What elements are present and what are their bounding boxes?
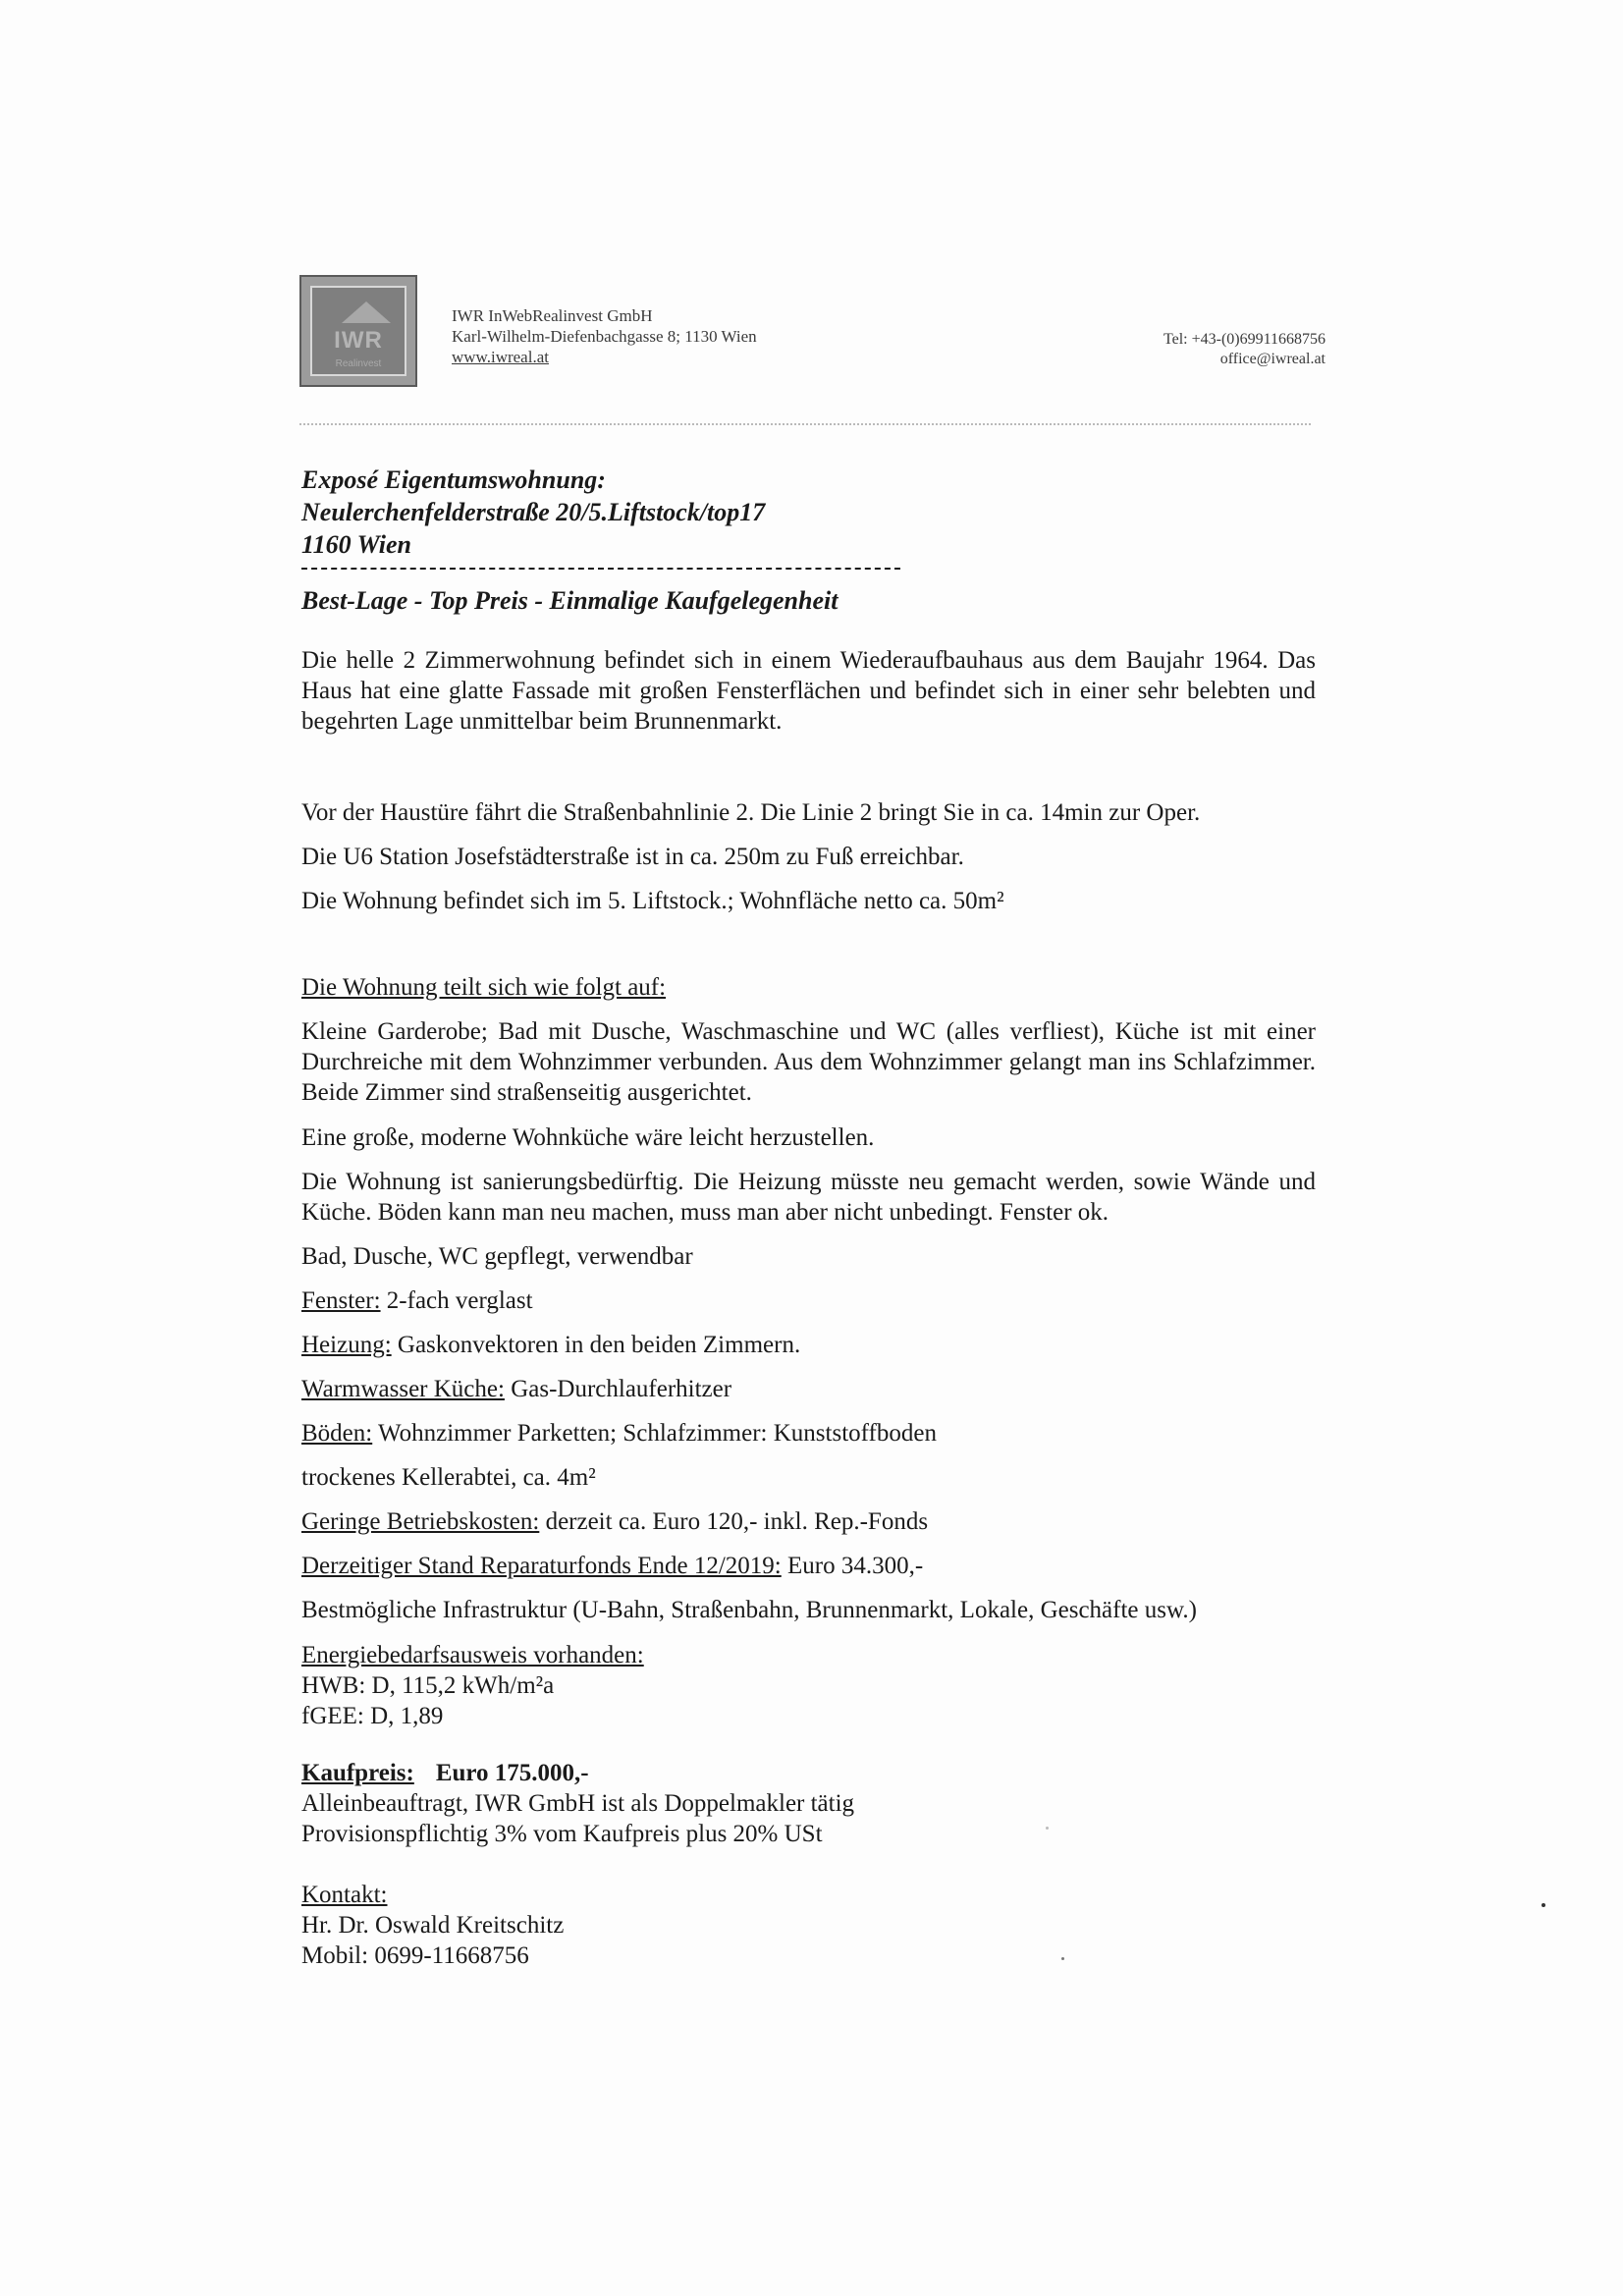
contact-name: Hr. Dr. Oswald Kreitschitz (301, 1912, 565, 1939)
company-block (452, 305, 757, 367)
betrieb-value: derzeit ca. Euro 120,- inkl. Rep.-Fonds (539, 1508, 929, 1535)
expose-title (301, 464, 765, 561)
tagline: Best-Lage - Top Preis - Einmalige Kaufgelegenheit (301, 586, 839, 615)
intro-paragraph: Die helle 2 Zimmerwohnung befindet sich in einem Wiederaufbauhaus aus dem Baujahr 1964. Das Haus hat eine glatte Fassade mit großen Fensterflächen und befindet sich in einer sehr belebten und begehrten Lage unmittelbar beim Brunnenmarkt. (301, 647, 1316, 735)
energy-block (301, 1640, 1316, 1731)
company-name: IWR InWebRealinvest GmbH (452, 306, 653, 325)
house-roof-icon (342, 301, 391, 323)
fonds-value: Euro 34.300,- (781, 1553, 924, 1579)
company-website-link[interactable]: www.iwreal.at (452, 348, 549, 366)
contact-heading: Kontakt: (301, 1882, 388, 1908)
logo-frame (310, 286, 406, 376)
company-address: Karl-Wilhelm-Diefenbachgasse 8; 1130 Wien (452, 327, 757, 346)
detail-warmwasser (301, 1374, 1316, 1404)
price-line (301, 1758, 1316, 1788)
logo-subtext: Realinvest (335, 358, 382, 369)
title-divider (301, 568, 900, 570)
fonds-label: Derzeitiger Stand Reparaturfonds Ende 12/2019: (301, 1553, 782, 1579)
heizung-label: Heizung: (301, 1332, 392, 1358)
energy-hwb: HWB: D, 115,2 kWh/m²a (301, 1672, 555, 1699)
energy-fgee: fGEE: D, 1,89 (301, 1703, 444, 1729)
company-email[interactable]: office@iwreal.at (1219, 351, 1325, 367)
bath-note: Bad, Dusche, WC gepflegt, verwendbar (301, 1243, 693, 1270)
layout-heading: Die Wohnung teilt sich wie folgt auf: (301, 974, 667, 1001)
price-value: Euro 175.000,- (435, 1760, 589, 1786)
company-logo (299, 275, 417, 387)
location-line-1: Vor der Haustüre fährt die Straßenbahnlinie 2. Die Linie 2 bringt Sie in ca. 14min zur Oper. (301, 799, 1201, 826)
header-divider (299, 423, 1311, 425)
scan-speck (1046, 1827, 1049, 1830)
contact-block (301, 1880, 1316, 1971)
title-line-1: Exposé Eigentumswohnung: (301, 465, 606, 494)
price-block (301, 1758, 1316, 1849)
detail-keller: trockenes Kellerabtei, ca. 4m² (301, 1464, 596, 1491)
price-note-1: Alleinbeauftragt, IWR GmbH ist als Doppelmakler tätig (301, 1790, 855, 1817)
detail-reparaturfonds (301, 1551, 1316, 1581)
contact-mobile[interactable]: Mobil: 0699-11668756 (301, 1942, 529, 1969)
scan-speck (1061, 1957, 1064, 1960)
title-line-2: Neulerchenfelderstraße 20/5.Liftstock/top17 (301, 498, 766, 526)
boeden-value: Wohnzimmer Parketten; Schlafzimmer: Kunststoffboden (372, 1420, 937, 1447)
condition-paragraph: Die Wohnung ist sanierungsbedürftig. Die Heizung müsste neu gemacht werden, sowie Wände und Küche. Böden kann man neu machen, muss man aber nicht unbedingt. Fenster ok. (301, 1169, 1316, 1226)
location-line-3: Die Wohnung befindet sich im 5. Liftstock.; Wohnfläche netto ca. 50m² (301, 888, 1004, 914)
logo-text: IWR (334, 327, 383, 354)
company-contact (1041, 330, 1325, 369)
detail-heizung (301, 1330, 1316, 1360)
detail-infrastruktur: Bestmögliche Infrastruktur (U-Bahn, Straßenbahn, Brunnenmarkt, Lokale, Geschäfte usw.) (301, 1597, 1197, 1623)
warmwasser-value: Gas-Durchlauferhitzer (504, 1376, 732, 1402)
boeden-label: Böden: (301, 1420, 373, 1447)
heizung-value: Gaskonvektoren in den beiden Zimmern. (391, 1332, 801, 1358)
price-label: Kaufpreis: (301, 1760, 414, 1786)
fenster-value: 2-fach verglast (380, 1287, 533, 1314)
title-line-3: 1160 Wien (301, 530, 411, 559)
detail-boeden (301, 1418, 1316, 1449)
scan-speck (1542, 1903, 1545, 1907)
detail-fenster (301, 1285, 1316, 1316)
company-phone: Tel: +43-(0)69911668756 (1163, 331, 1325, 348)
fenster-label: Fenster: (301, 1287, 381, 1314)
location-line-2: Die U6 Station Josefstädterstraße ist in ca. 250m zu Fuß erreichbar. (301, 844, 964, 870)
warmwasser-label: Warmwasser Küche: (301, 1376, 505, 1402)
layout-paragraph: Kleine Garderobe; Bad mit Dusche, Waschmaschine und WC (alles verfliest), Küche ist mit einer Durchreiche mit dem Wohnzimmer verbunden. Aus dem Wohnzimmer gelangt man ins Schlafzimmer. Beide Zimmer sind straßenseitig ausgerichtet. (301, 1018, 1316, 1106)
energy-heading: Energiebedarfsausweis vorhanden: (301, 1642, 644, 1668)
detail-betriebskosten (301, 1506, 1316, 1537)
betrieb-label: Geringe Betriebskosten: (301, 1508, 540, 1535)
kitchen-note: Eine große, moderne Wohnküche wäre leicht herzustellen. (301, 1124, 875, 1151)
price-note-2: Provisionspflichtig 3% vom Kaufpreis plus 20% USt (301, 1821, 823, 1847)
